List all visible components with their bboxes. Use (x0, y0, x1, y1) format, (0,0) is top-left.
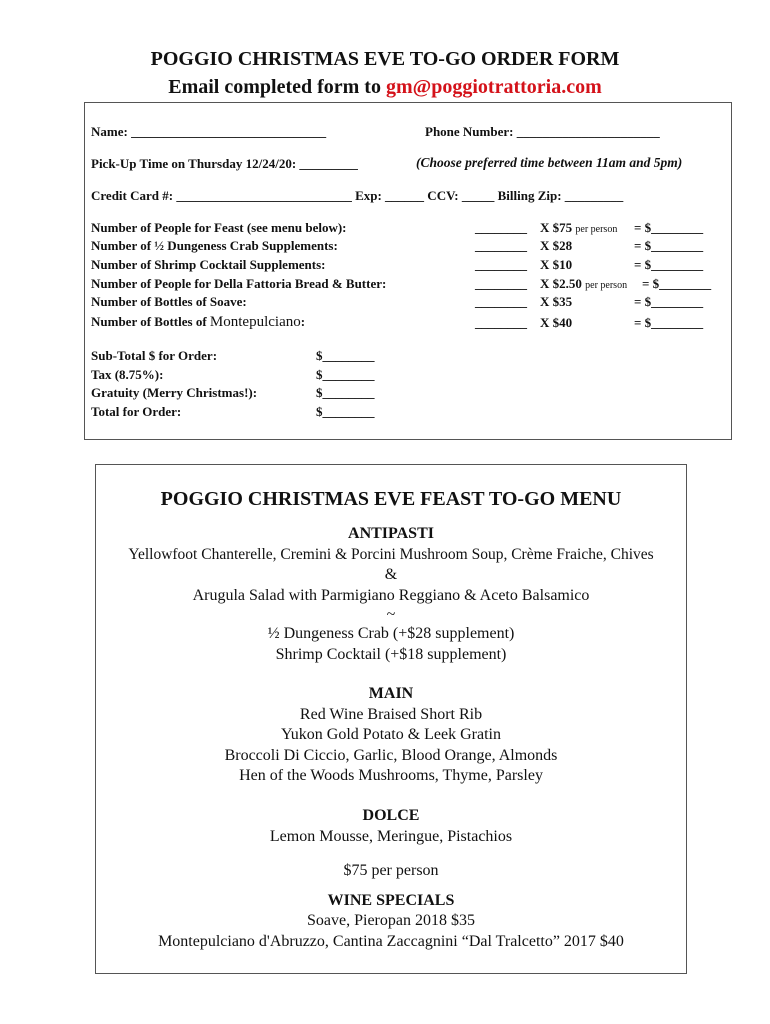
subtotal-label: Sub-Total $ for Order: (91, 348, 218, 363)
tax-label: Tax (8.75%): (91, 367, 164, 382)
item-total-blank[interactable]: = $________ (634, 220, 704, 235)
email-prefix: Email completed form to (168, 76, 386, 98)
menu-line: Yukon Gold Potato & Leek Gratin (281, 726, 501, 743)
item-price: X $35 (540, 294, 573, 309)
menu-line: Arugula Salad with Parmigiano Reggiano & Aceto Balsamico (192, 587, 590, 604)
item-price: X $2.50 per person (540, 276, 628, 291)
item-qty-blank[interactable]: ________ (475, 294, 527, 309)
item-total-blank[interactable]: = $________ (634, 294, 704, 309)
item-label: Number of People for Della Fattoria Bread & Butter: (91, 276, 387, 291)
item-qty-blank[interactable]: ________ (475, 238, 527, 253)
credit-card-field[interactable]: Credit Card #: ___________________________ Exp: ______ CCV: _____ Billing Zip: _________ (91, 188, 624, 203)
name-field[interactable]: Name: ______________________________ (91, 124, 327, 139)
form-title: POGGIO CHRISTMAS EVE TO-GO ORDER FORM (150, 48, 620, 70)
tax-blank[interactable]: $________ (316, 367, 375, 382)
menu-line: Lemon Mousse, Meringue, Pistachios (269, 828, 513, 845)
item-qty-blank[interactable]: ________ (475, 220, 527, 235)
menu-line: Montepulciano d'Abruzzo, Cantina Zaccagnini “Dal Tralcetto” 2017 $40 (158, 933, 624, 950)
phone-field[interactable]: Phone Number: ______________________ (425, 124, 660, 139)
wine-heading: WINE SPECIALS (327, 892, 455, 909)
item-label: Number of People for Feast (see menu below): (91, 220, 347, 235)
item-total-blank[interactable]: = $________ (642, 276, 712, 291)
pickup-time-field[interactable]: Pick-Up Time on Thursday 12/24/20: _________ (91, 156, 358, 171)
antipasti-heading: ANTIPASTI (348, 525, 434, 542)
menu-line: Hen of the Woods Mushrooms, Thyme, Parsley (239, 767, 543, 784)
item-total-blank[interactable]: = $________ (634, 315, 704, 330)
item-total-blank[interactable]: = $________ (634, 257, 704, 272)
menu-price: $75 per person (343, 862, 439, 879)
item-price: X $40 (540, 315, 573, 330)
email-link[interactable]: gm@poggiotrattoria.com (385, 76, 602, 98)
menu-line: Yellowfoot Chanterelle, Cremini & Porcini Mushroom Soup, Crème Fraiche, Chives (128, 546, 654, 563)
total-blank[interactable]: $________ (316, 404, 375, 419)
gratuity-blank[interactable]: $________ (316, 385, 375, 400)
item-price: X $75 per person (540, 220, 618, 235)
menu-line: & (384, 566, 398, 583)
dolce-heading: DOLCE (362, 807, 420, 824)
item-total-blank[interactable]: = $________ (634, 238, 704, 253)
pickup-note: (Choose preferred time between 11am and 5pm) (416, 155, 683, 170)
item-qty-blank[interactable]: ________ (475, 257, 527, 272)
gratuity-label: Gratuity (Merry Christmas!): (91, 385, 258, 400)
item-label: Number of Bottles of Soave: (91, 294, 247, 309)
item-qty-blank[interactable]: ________ (475, 315, 527, 330)
email-instruction (0, 76, 770, 99)
menu-line: ½ Dungeness Crab (+$28 supplement) (267, 625, 515, 642)
item-note: per person (575, 224, 618, 235)
menu-line: Shrimp Cocktail (+$18 supplement) (275, 646, 507, 663)
item-note: per person (585, 280, 628, 291)
item-price: X $10 (540, 257, 573, 272)
item-qty-blank[interactable]: ________ (475, 276, 527, 291)
menu-line: Broccoli Di Ciccio, Garlic, Blood Orange, Almonds (224, 747, 558, 764)
menu-line: Soave, Pieropan 2018 $35 (307, 912, 475, 929)
menu-title: POGGIO CHRISTMAS EVE FEAST TO-GO MENU (160, 488, 622, 510)
menu-line: ~ (386, 606, 396, 623)
item-price: X $28 (540, 238, 573, 253)
item-label: Number of Bottles of Montepulciano: (91, 314, 306, 330)
item-label: Number of Shrimp Cocktail Supplements: (91, 257, 326, 272)
subtotal-blank[interactable]: $________ (316, 348, 375, 363)
main-heading: MAIN (368, 685, 414, 702)
total-label: Total for Order: (91, 404, 182, 419)
item-label: Number of ½ Dungeness Crab Supplements: (91, 238, 338, 253)
menu-line: Red Wine Braised Short Rib (299, 706, 483, 723)
